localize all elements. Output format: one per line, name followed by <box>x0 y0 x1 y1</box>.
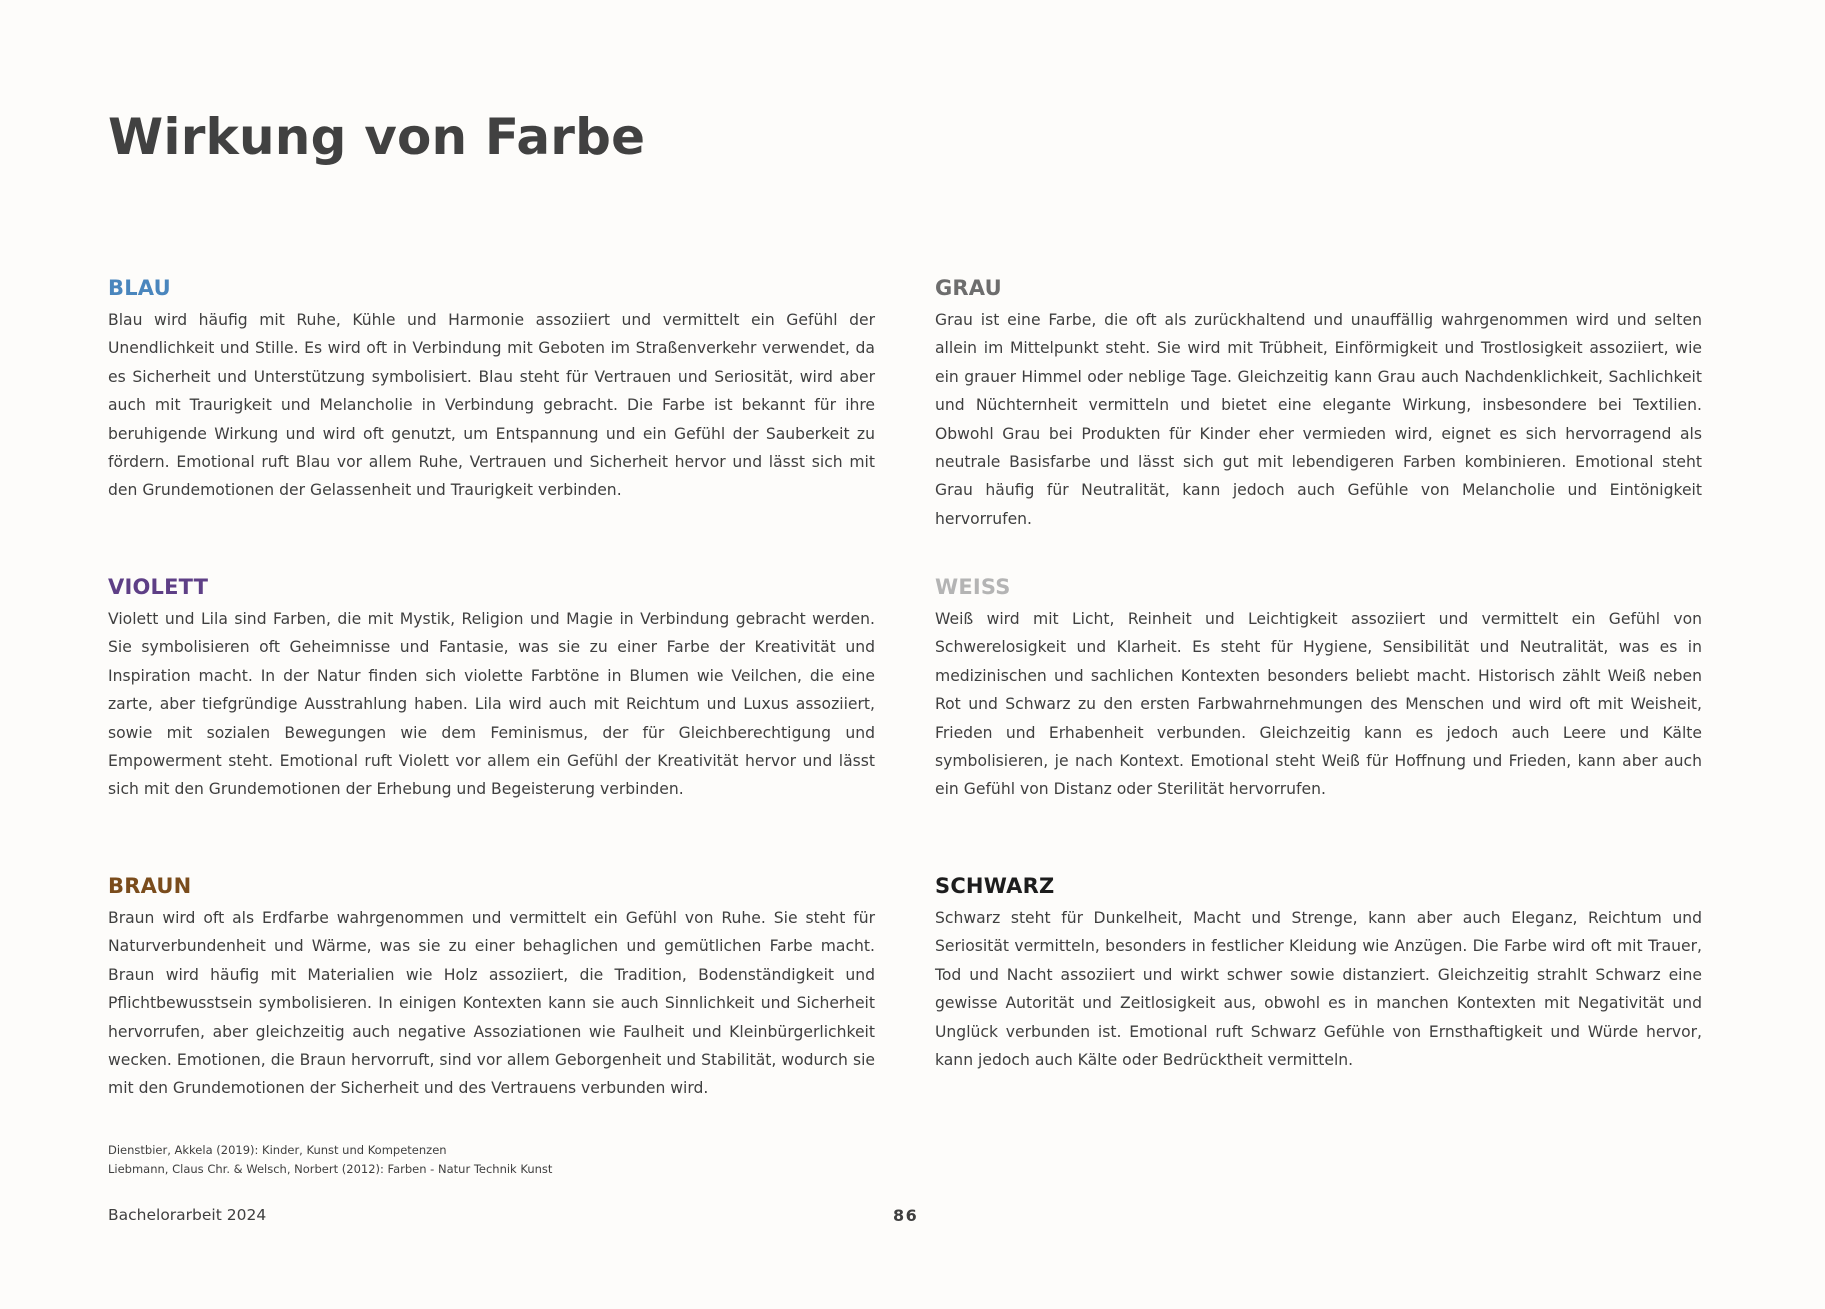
section-body-blau: Blau wird häufig mit Ruhe, Kühle und Harmonie assoziiert und vermittelt ein Gefühl der Unendlichkeit und Stille. Es wird oft in Verbindung mit Geboten im Straßenverkehr verwendet, da es Sicherheit und Unterstützung symbolisiert. Blau steht für Vertrauen und Seriosität, wird aber auch mit Traurigkeit und Melancholie in Verbindung gebracht. Die Farbe ist bekannt für ihre beruhigende Wirkung und wird oft genutzt, um Entspannung und ein Gefühl der Sauberkeit zu fördern. Emotional ruft Blau vor allem Ruhe, Vertrauen und Sicherheit hervor und lässt sich mit den Grundemotionen der Gelassenheit und Traurigkeit verbinden. <box>108 311 875 500</box>
section-body-weiss: Weiß wird mit Licht, Reinheit und Leichtigkeit assoziiert und vermittelt ein Gefühl von Schwerelosigkeit und Klarheit. Es steht für Hygiene, Sensibilität und Neutralität, was es in medizinischen und sachlichen Kontexten besonders beliebt macht. Historisch zählt Weiß neben Rot und Schwarz zu den ersten Farbwahrnehmungen des Menschen und wird oft mit Weisheit, Frieden und Erhabenheit verbunden. Gleichzeitig kann es jedoch auch Leere und Kälte symbolisieren, je nach Kontext. Emotional steht Weiß für Hoffnung und Frieden, kann aber auch ein Gefühl von Distanz oder Sterilität hervorrufen. <box>935 610 1702 799</box>
section-schwarz <box>935 872 1702 1074</box>
reference-item: Dienstbier, Akkela (2019): Kinder, Kunst und Kompetenzen <box>108 1143 447 1157</box>
section-violett <box>108 573 875 804</box>
section-heading-weiss: WEISS <box>935 575 1011 599</box>
section-heading-braun: BRAUN <box>108 874 192 898</box>
section-body-grau: Grau ist eine Farbe, die oft als zurückhaltend und unauffällig wahrgenommen wird und selten allein im Mittelpunkt steht. Sie wird mit Trübheit, Einförmigkeit und Trostlosigkeit assoziiert, wie ein grauer Himmel oder neblige Tage. Gleichzeitig kann Grau auch Nachdenklichkeit, Sachlichkeit und Nüchternheit vermitteln und bietet eine elegante Wirkung, insbesondere bei Textilien. Obwohl Grau bei Produkten für Kinder eher vermieden wird, eignet es sich hervorragend als neutrale Basisfarbe und lässt sich gut mit lebendigeren Farben kombinieren. Emotional steht Grau häufig für Neutralität, kann jedoch auch Gefühle von Melancholie und Eintönigkeit hervorrufen. <box>935 311 1702 528</box>
section-body-violett: Violett und Lila sind Farben, die mit Mystik, Religion und Magie in Verbindung gebracht werden. Sie symbolisieren oft Geheimnisse und Fantasie, was sie zu einer Farbe der Kreativität und Inspiration macht. In der Natur finden sich violette Farbtöne in Blumen wie Veilchen, die eine zarte, aber tiefgründige Ausstrahlung haben. Lila wird auch mit Reichtum und Luxus assoziiert, sowie mit sozialen Bewegungen wie dem Feminismus, der für Gleichberechtigung und Empowerment steht. Emotional ruft Violett vor allem ein Gefühl der Kreativität hervor und lässt sich mit den Grundemotionen der Erhebung und Begeisterung verbinden. <box>108 610 875 799</box>
section-heading-blau: BLAU <box>108 276 171 300</box>
section-weiss <box>935 573 1702 804</box>
section-heading-schwarz: SCHWARZ <box>935 874 1055 898</box>
reference-item: Liebmann, Claus Chr. & Welsch, Norbert (2012): Farben - Natur Technik Kunst <box>108 1162 553 1176</box>
references <box>108 1141 552 1179</box>
section-heading-grau: GRAU <box>935 276 1002 300</box>
page-number: 86 <box>893 1206 919 1225</box>
section-body-braun: Braun wird oft als Erdfarbe wahrgenommen und vermittelt ein Gefühl von Ruhe. Sie steht für Naturverbundenheit und Wärme, was sie zu einer behaglichen und gemütlichen Farbe macht. Braun wird häufig mit Materialien wie Holz assoziiert, die Tradition, Bodenständigkeit und Pflichtbewusstsein symbolisieren. In einigen Kontexten kann sie auch Sinnlichkeit und Sicherheit hervorrufen, aber gleichzeitig auch negative Assoziationen wie Faulheit und Kleinbürgerlichkeit wecken. Emotionen, die Braun hervorruft, sind vor allem Geborgenheit und Stabilität, wodurch sie mit den Grundemotionen der Sicherheit und des Vertrauens verbunden wird. <box>108 909 875 1098</box>
section-heading-violett: VIOLETT <box>108 575 209 599</box>
section-braun <box>108 872 875 1103</box>
page-title: Wirkung von Farbe <box>108 108 646 166</box>
footer-label: Bachelorarbeit 2024 <box>108 1206 267 1224</box>
section-grau <box>935 274 1702 533</box>
section-body-schwarz: Schwarz steht für Dunkelheit, Macht und Strenge, kann aber auch Eleganz, Reichtum und Seriosität vermitteln, besonders in festlicher Kleidung wie Anzügen. Die Farbe wird oft mit Trauer, Tod und Nacht assoziiert und wirkt schwer sowie distanziert. Gleichzeitig strahlt Schwarz eine gewisse Autorität und Zeitlosigkeit aus, obwohl es in manchen Kontexten mit Negativität und Unglück verbunden ist. Emotional ruft Schwarz Gefühle von Ernsthaftigkeit und Würde hervor, kann jedoch auch Kälte oder Bedrücktheit vermitteln. <box>935 909 1702 1070</box>
section-blau <box>108 274 875 505</box>
